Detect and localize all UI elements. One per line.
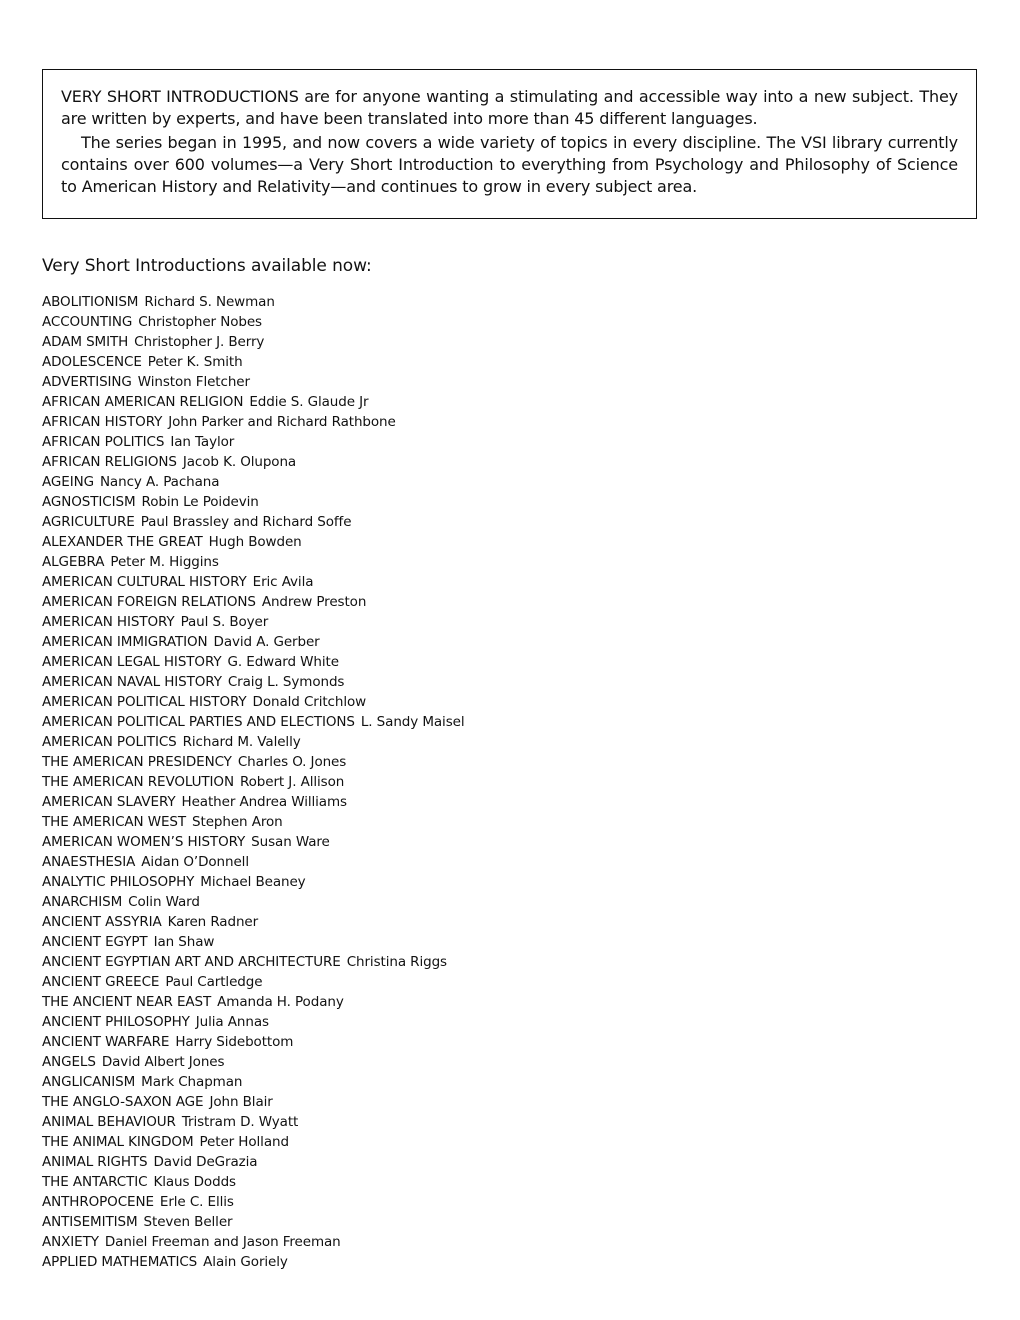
title-subject: THE ANGLO-SAXON AGE (42, 1094, 204, 1110)
list-item (42, 1012, 465, 1032)
title-subject: AFRICAN AMERICAN RELIGION (42, 394, 244, 410)
list-item (42, 372, 465, 392)
title-author: Richard S. Newman (144, 294, 275, 310)
list-item (42, 1172, 465, 1192)
title-author: Alain Goriely (203, 1254, 288, 1270)
list-item (42, 792, 465, 812)
list-item (42, 452, 465, 472)
title-author: Mark Chapman (141, 1074, 243, 1090)
list-item (42, 732, 465, 752)
title-author: Donald Critchlow (252, 694, 367, 710)
title-author: Christopher Nobes (138, 314, 262, 330)
list-item (42, 652, 465, 672)
list-item (42, 992, 465, 1012)
title-author: John Parker and Richard Rathbone (168, 414, 396, 430)
title-author: Klaus Dodds (153, 1174, 236, 1190)
title-author: L. Sandy Maisel (360, 714, 465, 730)
title-author: David A. Gerber (213, 634, 320, 650)
title-subject: ANCIENT GREECE (42, 974, 160, 990)
title-author: Amanda H. Podany (217, 994, 344, 1010)
title-subject: ANTISEMITISM (42, 1214, 138, 1230)
title-list (42, 292, 465, 1272)
title-author: Ian Taylor (170, 434, 235, 450)
title-author: Peter K. Smith (147, 354, 243, 370)
title-subject: ANCIENT ASSYRIA (42, 914, 162, 930)
list-item (42, 752, 465, 772)
list-item (42, 1212, 465, 1232)
list-item (42, 692, 465, 712)
title-subject: AMERICAN IMMIGRATION (42, 634, 208, 650)
title-author: Nancy A. Pachana (99, 474, 220, 490)
list-item (42, 772, 465, 792)
title-subject: ANAESTHESIA (42, 854, 136, 870)
list-item (42, 672, 465, 692)
list-item (42, 592, 465, 612)
list-item (42, 292, 465, 312)
list-item (42, 492, 465, 512)
title-author: Julia Annas (195, 1014, 269, 1030)
list-item (42, 892, 465, 912)
title-author: Robert J. Allison (239, 774, 345, 790)
list-item (42, 632, 465, 652)
title-author: Robin Le Poidevin (141, 494, 259, 510)
title-subject: ANIMAL RIGHTS (42, 1154, 148, 1170)
title-author: Tristram D. Wyatt (181, 1114, 299, 1130)
list-item (42, 512, 465, 532)
title-author: David Albert Jones (101, 1054, 225, 1070)
list-item (42, 392, 465, 412)
list-item (42, 1152, 465, 1172)
title-subject: ANTHROPOCENE (42, 1194, 154, 1210)
title-subject: THE ANTARCTIC (42, 1174, 148, 1190)
title-author: Eddie S. Glaude Jr (249, 394, 369, 410)
title-subject: AFRICAN HISTORY (42, 414, 163, 430)
title-author: Steven Beller (143, 1214, 233, 1230)
title-subject: ANGLICANISM (42, 1074, 136, 1090)
title-subject: THE AMERICAN REVOLUTION (42, 774, 234, 790)
title-subject: AMERICAN FOREIGN RELATIONS (42, 594, 256, 610)
title-author: Aidan O’Donnell (141, 854, 249, 870)
title-subject: AMERICAN POLITICS (42, 734, 177, 750)
list-item (42, 412, 465, 432)
title-subject: AMERICAN HISTORY (42, 614, 175, 630)
title-author: Christopher J. Berry (134, 334, 265, 350)
intro-paragraph-2: The series began in 1995, and now covers a wide variety of topics in every discipline. The VSI library currently contains over 600 volumes—a Very Short Introduction to everything from Psychology and Philosophy of Science to American History and Relativity—and continues to grow in every subject area. (61, 133, 958, 196)
title-author: Karen Radner (167, 914, 259, 930)
title-subject: ANGELS (42, 1054, 96, 1070)
list-item (42, 1192, 465, 1212)
title-author: Eric Avila (252, 574, 314, 590)
title-author: Craig L. Symonds (227, 674, 345, 690)
list-item (42, 1252, 465, 1272)
list-item (42, 1032, 465, 1052)
title-author: Richard M. Valelly (182, 734, 301, 750)
title-subject: AMERICAN SLAVERY (42, 794, 176, 810)
list-item (42, 1112, 465, 1132)
title-author: Paul Brassley and Richard Soffe (140, 514, 352, 530)
list-item (42, 712, 465, 732)
title-subject: AMERICAN NAVAL HISTORY (42, 674, 222, 690)
list-item (42, 1092, 465, 1112)
title-subject: AFRICAN RELIGIONS (42, 454, 177, 470)
title-subject: ANCIENT EGYPTIAN ART AND ARCHITECTURE (42, 954, 341, 970)
list-item (42, 932, 465, 952)
title-subject: ADVERTISING (42, 374, 132, 390)
title-subject: AFRICAN POLITICS (42, 434, 165, 450)
available-titles-heading: Very Short Introductions available now: (42, 256, 372, 276)
title-subject: ALEXANDER THE GREAT (42, 534, 203, 550)
title-author: Susan Ware (251, 834, 330, 850)
title-subject: THE AMERICAN PRESIDENCY (42, 754, 232, 770)
title-author: Michael Beaney (200, 874, 306, 890)
title-subject: ABOLITIONISM (42, 294, 139, 310)
title-subject: THE ANCIENT NEAR EAST (42, 994, 212, 1010)
title-subject: AGEING (42, 474, 94, 490)
title-author: Charles O. Jones (237, 754, 347, 770)
list-item (42, 612, 465, 632)
title-author: Heather Andrea Williams (181, 794, 347, 810)
title-author: Jacob K. Olupona (182, 454, 297, 470)
list-item (42, 1232, 465, 1252)
title-subject: THE AMERICAN WEST (42, 814, 187, 830)
title-subject: AMERICAN WOMEN’S HISTORY (42, 834, 246, 850)
title-subject: ADOLESCENCE (42, 354, 142, 370)
title-author: Ian Shaw (153, 934, 215, 950)
title-author: Andrew Preston (261, 594, 367, 610)
title-author: Daniel Freeman and Jason Freeman (104, 1234, 341, 1250)
list-item (42, 352, 465, 372)
title-subject: ANARCHISM (42, 894, 123, 910)
list-item (42, 1132, 465, 1152)
title-subject: APPLIED MATHEMATICS (42, 1254, 198, 1270)
title-author: Winston Fletcher (137, 374, 250, 390)
title-subject: ALGEBRA (42, 554, 105, 570)
list-item (42, 332, 465, 352)
list-item (42, 312, 465, 332)
title-author: David DeGrazia (153, 1154, 258, 1170)
title-subject: ADAM SMITH (42, 334, 129, 350)
title-author: Peter M. Higgins (110, 554, 219, 570)
list-item (42, 432, 465, 452)
list-item (42, 532, 465, 552)
title-author: Stephen Aron (192, 814, 283, 830)
list-item (42, 912, 465, 932)
title-author: Christina Riggs (346, 954, 447, 970)
title-author: G. Edward White (227, 654, 339, 670)
title-subject: ANXIETY (42, 1234, 99, 1250)
series-intro-box (42, 69, 977, 219)
list-item (42, 1052, 465, 1072)
title-subject: AMERICAN POLITICAL HISTORY (42, 694, 247, 710)
title-author: Paul Cartledge (165, 974, 263, 990)
list-item (42, 832, 465, 852)
title-subject: ANCIENT WARFARE (42, 1034, 170, 1050)
list-item (42, 972, 465, 992)
list-item (42, 552, 465, 572)
list-item (42, 872, 465, 892)
title-author: Harry Sidebottom (175, 1034, 294, 1050)
title-subject: ANCIENT PHILOSOPHY (42, 1014, 190, 1030)
title-author: Hugh Bowden (208, 534, 302, 550)
title-subject: THE ANIMAL KINGDOM (42, 1134, 194, 1150)
title-author: John Blair (209, 1094, 273, 1110)
title-author: Erle C. Ellis (159, 1194, 234, 1210)
title-subject: AGNOSTICISM (42, 494, 136, 510)
title-subject: ANCIENT EGYPT (42, 934, 148, 950)
title-author: Paul S. Boyer (180, 614, 269, 630)
list-item (42, 472, 465, 492)
list-item (42, 812, 465, 832)
title-subject: AGRICULTURE (42, 514, 135, 530)
list-item (42, 852, 465, 872)
title-author: Peter Holland (199, 1134, 289, 1150)
title-subject: AMERICAN LEGAL HISTORY (42, 654, 222, 670)
title-subject: ANALYTIC PHILOSOPHY (42, 874, 195, 890)
title-subject: AMERICAN CULTURAL HISTORY (42, 574, 247, 590)
title-author: Colin Ward (128, 894, 200, 910)
list-item (42, 952, 465, 972)
title-subject: AMERICAN POLITICAL PARTIES AND ELECTIONS (42, 714, 355, 730)
intro-paragraph-1: VERY SHORT INTRODUCTIONS are for anyone wanting a stimulating and accessible way into a new subject. They are written by experts, and have been translated into more than 45 different languages. (61, 87, 958, 128)
list-item (42, 1072, 465, 1092)
list-item (42, 572, 465, 592)
title-subject: ANIMAL BEHAVIOUR (42, 1114, 176, 1130)
title-subject: ACCOUNTING (42, 314, 133, 330)
